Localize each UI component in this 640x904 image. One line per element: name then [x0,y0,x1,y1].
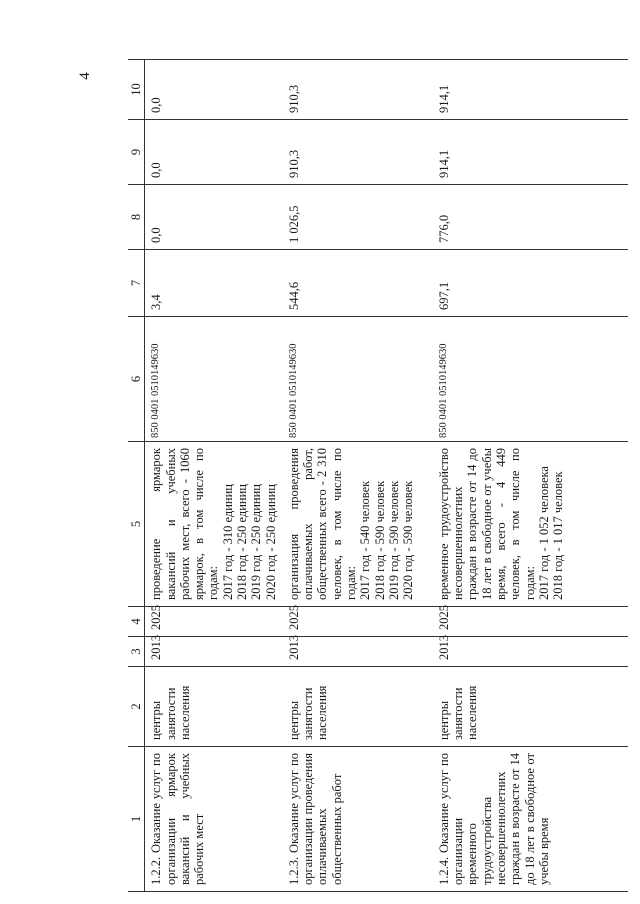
budget-code: 850 0401 0510149630 [433,317,628,442]
value-col9: 914,1 [433,120,628,185]
indicator-text: организация проведения оплачиваемых работ, общественных всего - 2 310 человек, в том числе по годам: [286,448,358,600]
header-cell: 3 [128,637,145,667]
executor: центры занятости населения [283,667,433,747]
executor: центры занятости населения [433,667,628,747]
list-item: 2018 год - 250 единиц [235,484,250,600]
list-item: 2020 год - 250 единиц [263,484,278,600]
end-year: 2025 [283,607,433,637]
value-col10: 0,0 [145,60,283,120]
program-table [128,59,628,892]
list-item: 2019 год - 250 единиц [249,484,264,600]
start-year: 2013 [145,637,283,667]
header-cell: 1 [128,747,145,892]
list-item: 2018 год - 590 человек [372,480,387,600]
header-cell: 6 [128,317,145,442]
page-number: 4 [77,72,93,80]
value-col8: 776,0 [433,185,628,250]
list-item: 2017 год - 1 052 человека [536,466,551,600]
value-col10: 910,3 [283,60,433,120]
list-item: 2017 год - 540 человек [358,480,373,600]
header-cell: 4 [128,607,145,637]
start-year: 2013 [433,637,628,667]
header-cell: 9 [128,120,145,185]
header-row [128,60,145,892]
table-row [433,60,628,892]
value-col10: 914,1 [433,60,628,120]
header-cell: 8 [128,185,145,250]
end-year: 2025 [433,607,628,637]
indicator-cell [433,442,628,607]
header-cell: 7 [128,250,145,317]
value-col7: 3,4 [145,250,283,317]
indicator-text: временное трудоустройство несовершеннолетних граждан в возрасте от 14 до 18 лет в свободное от учебы время, всего - 4 449 человек, в том числе по годам: [436,448,537,600]
budget-code: 850 0401 0510149630 [283,317,433,442]
measure-name: 1.2.3. Оказание услуг по организации проведения оплачиваемых общественных работ [283,747,433,892]
header-cell: 5 [128,442,145,607]
indicator-cell [283,442,433,607]
list-item: 2020 год - 590 человек [401,480,416,600]
budget-code: 850 0401 0510149630 [145,317,283,442]
measure-name: 1.2.4. Оказание услуг по организации временного трудоустройства несовершеннолетних граждан в возрасте от 14 до 18 лет в свободное от учебы время [433,747,628,892]
executor: центры занятости населения [145,667,283,747]
table-row [283,60,433,892]
indicator-cell [145,442,283,607]
indicator-text: проведение ярмарок вакансий и учебных рабочих мест, всего - 1060 ярмарок, в том числе по годам: [149,448,221,600]
table-row [145,60,283,892]
value-col9: 910,3 [283,120,433,185]
list-item: 2019 год - 590 человек [386,480,401,600]
value-col8: 0,0 [145,185,283,250]
measure-name: 1.2.2. Оказание услуг по организации ярмарок вакансий и учебных рабочих мест [145,747,283,892]
value-col9: 0,0 [145,120,283,185]
indicator-years [221,448,278,600]
header-cell: 10 [128,60,145,120]
value-col8: 1 026,5 [283,185,433,250]
end-year: 2025 [145,607,283,637]
start-year: 2013 [283,637,433,667]
list-item: 2017 год - 310 единиц [220,484,235,600]
header-cell: 2 [128,667,145,747]
value-col7: 544,6 [283,250,433,317]
value-col7: 697,1 [433,250,628,317]
indicator-years [358,448,415,600]
list-item: 2018 год - 1 017 человек [551,471,566,600]
indicator-years [537,448,566,600]
